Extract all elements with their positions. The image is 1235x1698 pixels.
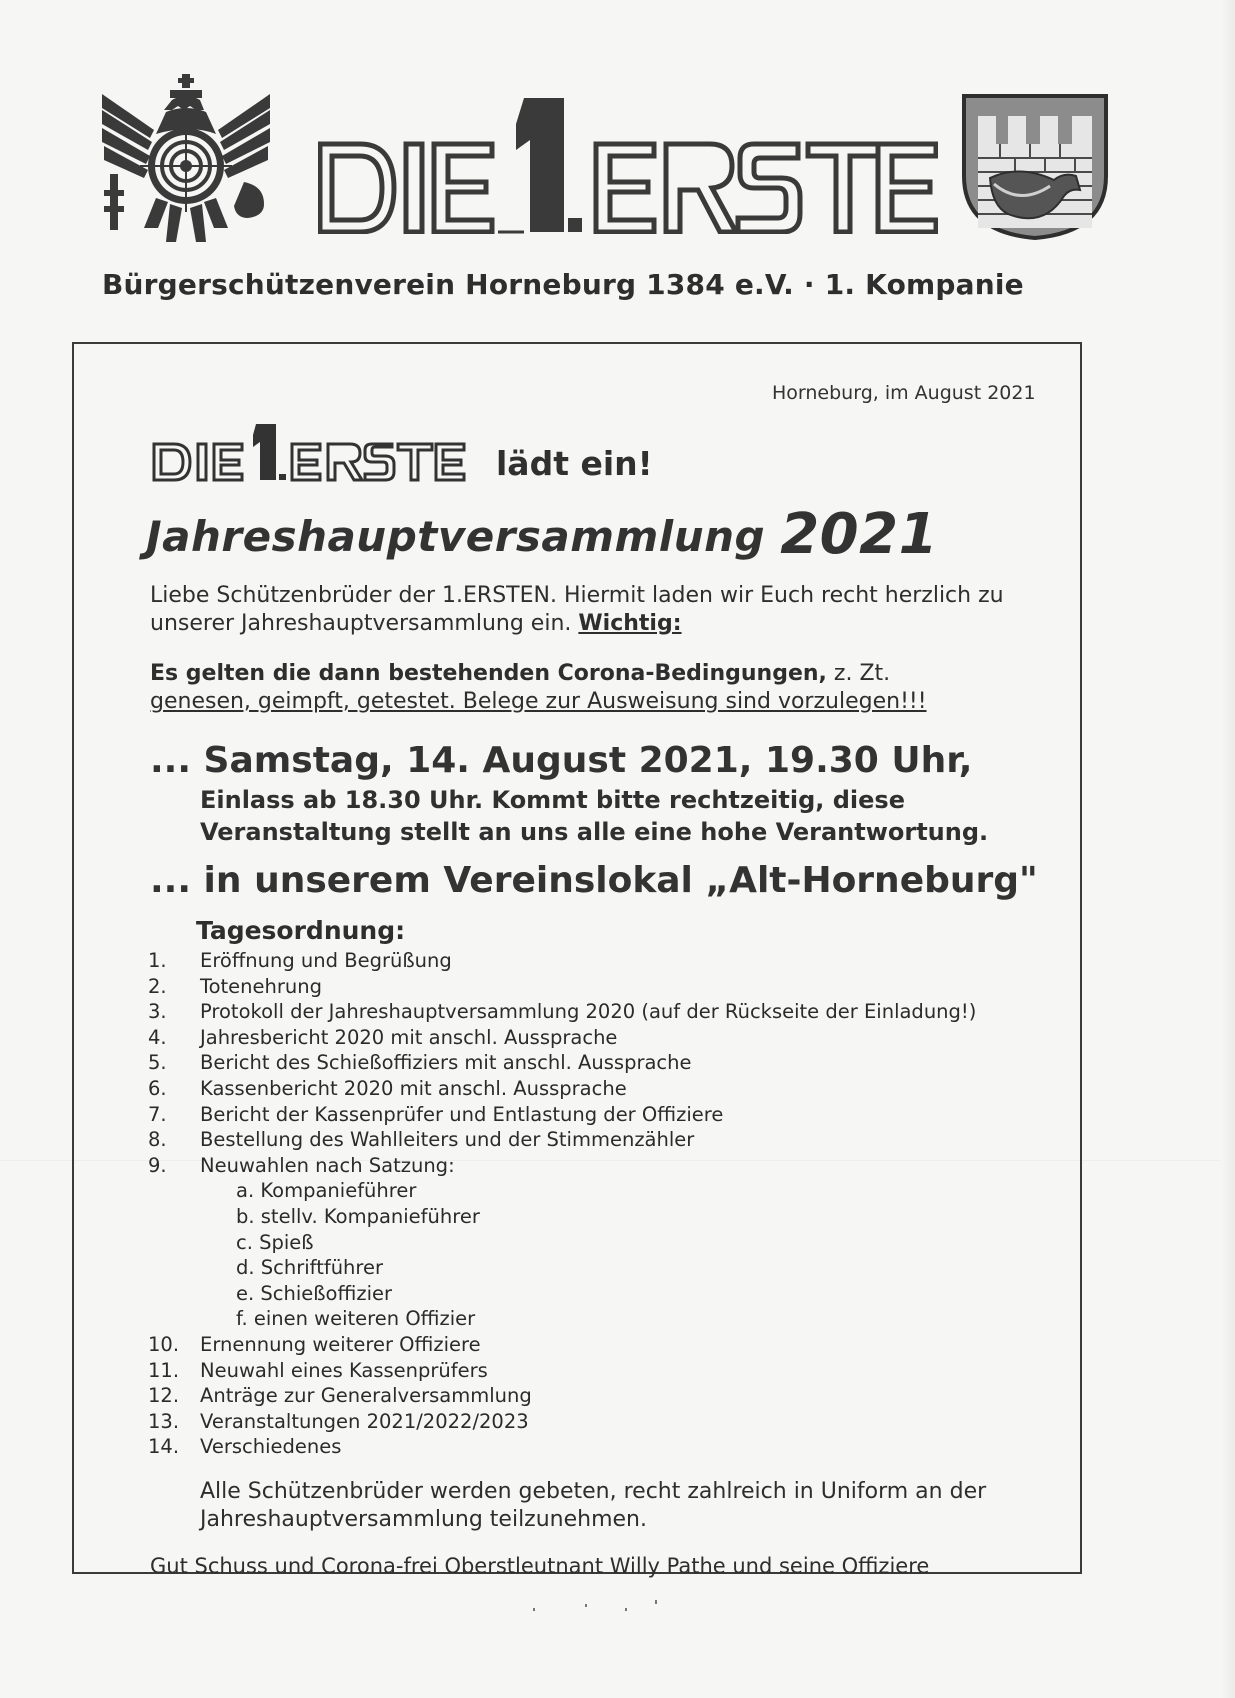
agenda-item <box>148 1025 1078 1051</box>
agenda-title: Tagesordnung: <box>196 916 406 945</box>
agenda-item <box>148 1102 1078 1128</box>
agenda-item <box>148 1358 1078 1384</box>
town-crest-icon <box>960 92 1110 240</box>
agenda-subitem-text: b. stellv. Kompanieführer <box>236 1204 480 1228</box>
agenda-number: 14. <box>148 1435 180 1459</box>
agenda-text: Jahresbericht 2020 mit anschl. Aussprache <box>200 1025 618 1049</box>
agenda-text: Kassenbericht 2020 mit anschl. Aussprache <box>200 1076 627 1100</box>
agenda-number: 4. <box>148 1025 167 1049</box>
agenda-number: 11. <box>148 1358 180 1382</box>
agenda-item <box>148 1076 1078 1102</box>
agenda-text: Bericht des Schießoffiziers mit anschl. Aussprache <box>200 1051 692 1075</box>
agenda-item <box>148 1434 1078 1460</box>
agenda-text: Anträge zur Generalversammlung <box>200 1384 532 1408</box>
intro-text: Liebe Schützenbrüder der 1.ERSTEN. Hiermit laden wir Euch recht herzlich zu unserer Jahreshauptversammlung ein. <box>150 583 1004 636</box>
invites-text: lädt ein! <box>496 444 653 483</box>
agenda-item <box>148 1383 1078 1409</box>
corona-proof: genesen, geimpft, getestet. Belege zur Ausweisung sind vorzulegen!!! <box>150 689 927 714</box>
intro-paragraph <box>150 582 1030 638</box>
agenda-item <box>148 1127 1078 1153</box>
agenda-subitem <box>148 1204 1078 1230</box>
agenda-subitem <box>148 1255 1078 1281</box>
agenda-item <box>148 1050 1078 1076</box>
agenda-number: 13. <box>148 1409 180 1433</box>
agenda-item <box>148 1332 1078 1358</box>
agenda-number: 6. <box>148 1076 167 1100</box>
agenda-text: Neuwahl eines Kassenprüfers <box>200 1358 488 1382</box>
dateline: Horneburg, im August 2021 <box>772 382 1036 404</box>
agenda-subitem <box>148 1306 1078 1332</box>
agenda-text: Ernennung weiterer Offiziere <box>200 1332 481 1356</box>
agenda-number: 3. <box>148 1000 167 1024</box>
agenda-subitem <box>148 1230 1078 1256</box>
event-title <box>146 500 938 565</box>
agenda-text: Eröffnung und Begrüßung <box>200 949 452 972</box>
agenda-item <box>148 948 1078 974</box>
agenda-number: 9. <box>148 1153 167 1177</box>
die-erste-logo <box>318 84 938 234</box>
agenda-subitem <box>148 1281 1078 1307</box>
agenda-text: Bestellung des Wahlleiters und der Stimmenzähler <box>200 1128 695 1152</box>
agenda-item <box>148 1409 1078 1435</box>
agenda-item <box>148 974 1078 1000</box>
corona-current: z. Zt. <box>833 661 891 686</box>
agenda-subitem-text: f. einen weiteren Offizier <box>236 1307 476 1331</box>
agenda-list <box>148 948 1078 1460</box>
agenda-number: 1. <box>148 949 167 972</box>
agenda-subitem-text: d. Schriftführer <box>236 1256 384 1280</box>
admission-note: Einlass ab 18.30 Uhr. Kommt bitte rechtzeitig, diese Veranstaltung stellt an uns alle eine hohe Verantwortung. <box>200 786 989 846</box>
agenda-number: 12. <box>148 1384 180 1408</box>
agenda-item <box>148 999 1078 1025</box>
club-name: Bürgerschützenverein Horneburg 1384 e.V. · 1. Kompanie <box>102 268 1024 301</box>
agenda-number: 2. <box>148 974 167 998</box>
uniform-request: Alle Schützenbrüder werden gebeten, recht zahlreich in Uniform an der Jahreshauptversammlung teilzunehmen. <box>200 1479 987 1532</box>
event-title-text: Jahreshauptversammlung <box>146 512 766 561</box>
agenda-subitem-text: a. Kompanieführer <box>236 1179 417 1203</box>
agenda-subitem-text: c. Spieß <box>236 1230 314 1254</box>
agenda-number: 5. <box>148 1051 167 1075</box>
agenda-text: Protokoll der Jahreshauptversammlung 2020 (auf der Rückseite der Einladung!) <box>200 1000 977 1024</box>
paper-edge <box>1221 0 1235 1698</box>
corona-rules: Es gelten die dann bestehenden Corona-Bedingungen, <box>150 661 827 686</box>
agenda-number: 8. <box>148 1128 167 1152</box>
agenda-number: 7. <box>148 1102 167 1126</box>
scan-marks <box>520 1598 720 1612</box>
agenda-item <box>148 1153 1078 1179</box>
event-venue: ... in unserem Vereinslokal „Alt-Horneburg" <box>150 860 1038 901</box>
agenda-text: Neuwahlen nach Satzung: <box>200 1153 455 1177</box>
agenda-number: 10. <box>148 1332 180 1356</box>
important-label: Wichtig: <box>578 611 682 636</box>
agenda-subitem-text: e. Schießoffizier <box>236 1281 392 1305</box>
agenda-subitem <box>148 1178 1078 1204</box>
signoff: Gut Schuss und Corona-frei Oberstleutnant Willy Pathe und seine Offiziere <box>150 1554 930 1578</box>
agenda-text: Bericht der Kassenprüfer und Entlastung der Offiziere <box>200 1102 724 1126</box>
event-year: 2021 <box>780 502 939 567</box>
agenda-text: Veranstaltungen 2021/2022/2023 <box>200 1409 529 1433</box>
event-date: ... Samstag, 14. August 2021, 19.30 Uhr, <box>150 740 973 781</box>
eagle-emblem-icon <box>100 74 272 244</box>
die-erste-logo-small <box>152 422 468 482</box>
corona-paragraph <box>150 660 1040 716</box>
agenda-text: Totenehrung <box>200 974 322 998</box>
agenda-text: Verschiedenes <box>200 1435 342 1459</box>
